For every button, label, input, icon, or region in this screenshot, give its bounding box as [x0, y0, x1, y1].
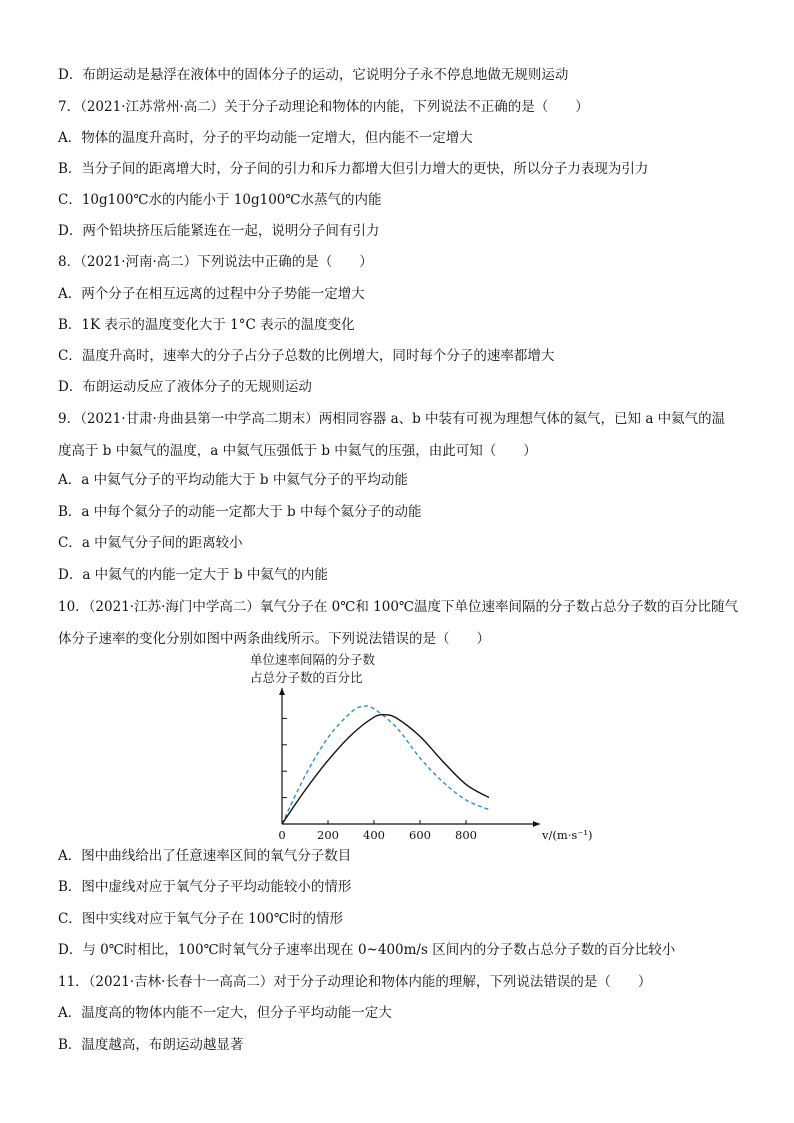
q9-option-c: C．a 中氦气分子间的距离较小	[58, 535, 243, 551]
q10-option-d: D．与 0℃时相比，100℃时氧气分子速率出现在 0~400m/s 区间内的分子数占总分子数的百分比较小	[58, 942, 676, 958]
q7-option-b: B．当分子间的距离增大时，分子间的引力和斥力都增大但引力增大的更快，所以分子力表现为引力	[58, 161, 649, 177]
x-tick-label-400: 400	[363, 828, 385, 842]
q10-stem: 10．（2021·江苏·海门中学高二）氧气分子在 0℃和 100℃温度下单位速率间隔的分子数占总分子数的百分比随气体分子速率的变化分别如图中两条曲线所示。下列说法错误的是（ ）	[58, 599, 739, 647]
q9-option-a: A．a 中氦气分子的平均动能大于 b 中氦气分子的平均动能	[58, 472, 408, 488]
speed-distribution-figure	[240, 652, 593, 842]
x-axis-arrow	[533, 821, 540, 827]
q10-option-a: A．图中曲线给出了任意速率区间的氧气分子数目	[58, 848, 352, 864]
q8-option-c: C．温度升高时，速率大的分子占分子总数的比例增大，同时每个分子的速率都增大	[58, 348, 555, 364]
q8-stem: 8．（2021·河南·高二）下列说法中正确的是（ ）	[58, 254, 373, 270]
q7-option-a: A．物体的温度升高时，分子的平均动能一定增大，但内能不一定增大	[58, 130, 473, 146]
chart-ylabel-line1: 单位速率间隔的分子数	[250, 652, 376, 667]
q9-option-d: D．a 中氦气的内能一定大于 b 中氦气的内能	[58, 567, 328, 583]
q7-option-d: D．两个铅块挤压后能紧连在一起，说明分子间有引力	[58, 223, 380, 239]
q6-option-d: D．布朗运动是悬浮在液体中的固体分子的运动，它说明分子永不停息地做无规则运动	[58, 67, 569, 83]
q8-option-d: D．布朗运动反应了液体分子的无规则运动	[58, 379, 312, 395]
x-tick-label-600: 600	[409, 828, 431, 842]
q8-option-b: B．1K 表示的温度变化大于 1°C 表示的温度变化	[58, 317, 355, 333]
chart-ylabel-line2: 占总分子数的百分比	[250, 670, 363, 685]
x-axis-label: v/(m·s⁻¹)	[542, 828, 593, 842]
y-axis-arrow	[279, 688, 285, 695]
dashed-curve	[282, 706, 489, 824]
q7-option-c: C．10g100℃水的内能小于 10g100℃水蒸气的内能	[58, 192, 382, 208]
q10-option-b: B．图中虚线对应于氧气分子平均动能较小的情形	[58, 879, 352, 895]
q9-stem: 9．（2021·甘肃·舟曲县第一中学高二期末）两相同容器 a、b 中装有可视为理想气体的氦气，已知 a 中氦气的温度高于 b 中氦气的温度，a 中氦气压强低于 b 中氦气的压强，由此可知（ ）	[58, 411, 726, 459]
x-tick-label-0: 0	[278, 828, 286, 842]
q10-option-c: C．图中实线对应于氧气分子在 100℃时的情形	[58, 911, 343, 927]
q8-option-a: A．两个分子在相互远离的过程中分子势能一定增大	[58, 286, 365, 302]
q11-option-a: A．温度高的物体内能不一定大，但分子平均动能一定大	[58, 1005, 392, 1021]
q9-option-b: B．a 中每个氦分子的动能一定都大于 b 中每个氦分子的动能	[58, 504, 422, 520]
q11-stem: 11．（2021·吉林·长春十一高高二）对于分子动理论和物体内能的理解，下列说法错误的是（ ）	[58, 974, 652, 990]
solid-curve	[282, 715, 489, 824]
x-tick-label-800: 800	[455, 828, 477, 842]
x-tick-label-200: 200	[317, 828, 339, 842]
q11-option-b: B．温度越高，布朗运动越显著	[58, 1037, 244, 1053]
q7-stem: 7．（2021·江苏常州·高二）关于分子动理论和物体的内能，下列说法不正确的是（ ）	[58, 99, 589, 115]
